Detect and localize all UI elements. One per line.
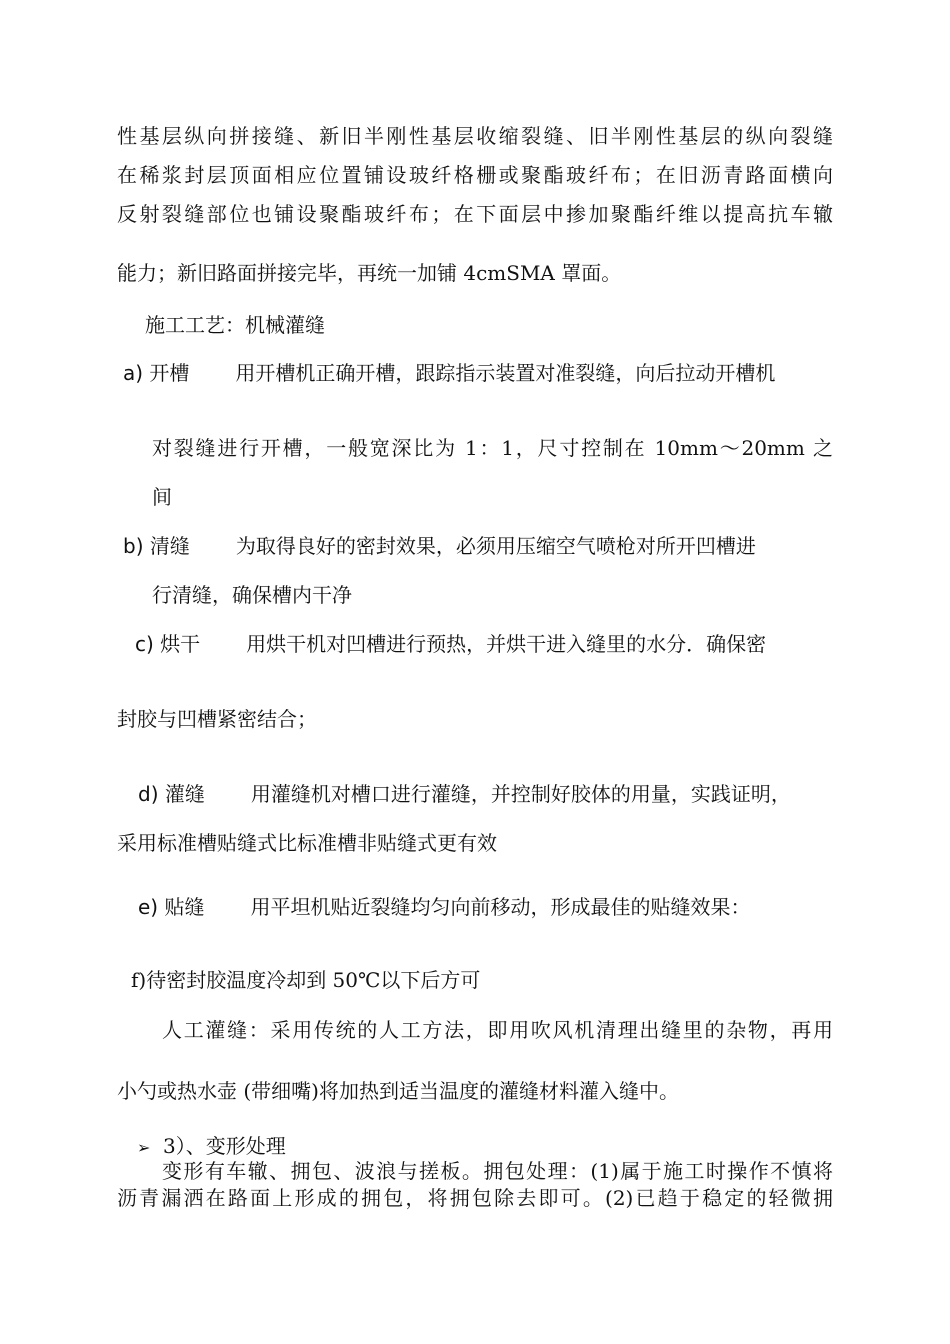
paragraph-line: 在稀浆封层顶面相应位置铺设玻纤格栅或聚酯玻纤布；在旧沥青路面横向	[117, 163, 833, 187]
step-c-line1	[135, 630, 766, 658]
step-c-label: c) 烘干	[135, 632, 201, 656]
step-a-text: 用开槽机正确开槽，跟踪指示装置对准裂缝，向后拉动开槽机	[235, 361, 776, 385]
step-b-line2: 行清缝，确保槽内干净	[152, 583, 352, 607]
step-d-line2: 采用标准槽贴缝式比标准槽非贴缝式更有效	[117, 831, 497, 855]
arrow-bullet-icon: ➢	[137, 1138, 151, 1157]
manual-line1: 人工灌缝：采用传统的人工方法，即用吹风机清理出缝里的杂物，再用	[162, 1018, 833, 1042]
step-e-line1	[138, 893, 750, 921]
paragraph-line: 能力；新旧路面拼接完毕，再统一加铺 4cmSMA 罩面。	[117, 261, 622, 285]
step-d-line1	[138, 780, 791, 808]
step-a-line1	[123, 359, 775, 387]
step-a-line3: 间	[152, 485, 172, 509]
step-b-text: 为取得良好的密封效果，必须用压缩空气喷枪对所开凹槽进	[235, 534, 756, 558]
step-d-label: d) 灌缝	[138, 782, 205, 806]
section-3-line2: 沥青漏洒在路面上形成的拥包，将拥包除去即可。(2)已趋于稳定的轻微拥	[117, 1186, 833, 1210]
paragraph-line: 性基层纵向拼接缝、新旧半刚性基层收缩裂缝、旧半刚性基层的纵向裂缝	[117, 124, 833, 148]
step-b-label: b) 清缝	[123, 534, 190, 558]
step-c-line2: 封胶与凹槽紧密结合；	[117, 707, 317, 731]
step-a-label: a) 开槽	[123, 361, 190, 385]
step-e-label: e) 贴缝	[138, 895, 205, 919]
paragraph-line: 反射裂缝部位也铺设聚酯玻纤布；在下面层中掺加聚酯纤维以提高抗车辙	[117, 202, 833, 226]
step-e-text: 用平坦机贴近裂缝均匀向前移动，形成最佳的贴缝效果：	[250, 895, 751, 919]
step-d-text: 用灌缝机对槽口进行灌缝，并控制好胶体的用量，实践证明，	[250, 782, 791, 806]
step-b-line1	[123, 532, 756, 560]
section-3-heading: 3）、变形处理	[163, 1134, 286, 1158]
step-a-line2: 对裂缝进行开槽，一般宽深比为 1：1，尺寸控制在 10mm～20mm 之	[152, 436, 833, 460]
step-c-text: 用烘干机对凹槽进行预热，并烘干进入缝里的水分．确保密	[246, 632, 767, 656]
section-3-line1: 变形有车辙、拥包、波浪与搓板。拥包处理：(1)属于施工时操作不慎将	[162, 1159, 833, 1183]
manual-line2: 小勺或热水壶 (带细嘴)将加热到适当温度的灌缝材料灌入缝中。	[117, 1079, 679, 1103]
process-title: 施工工艺：机械灌缝	[145, 313, 325, 337]
step-f-line1: f)待密封胶温度冷却到 50℃以下后方可	[131, 968, 481, 992]
